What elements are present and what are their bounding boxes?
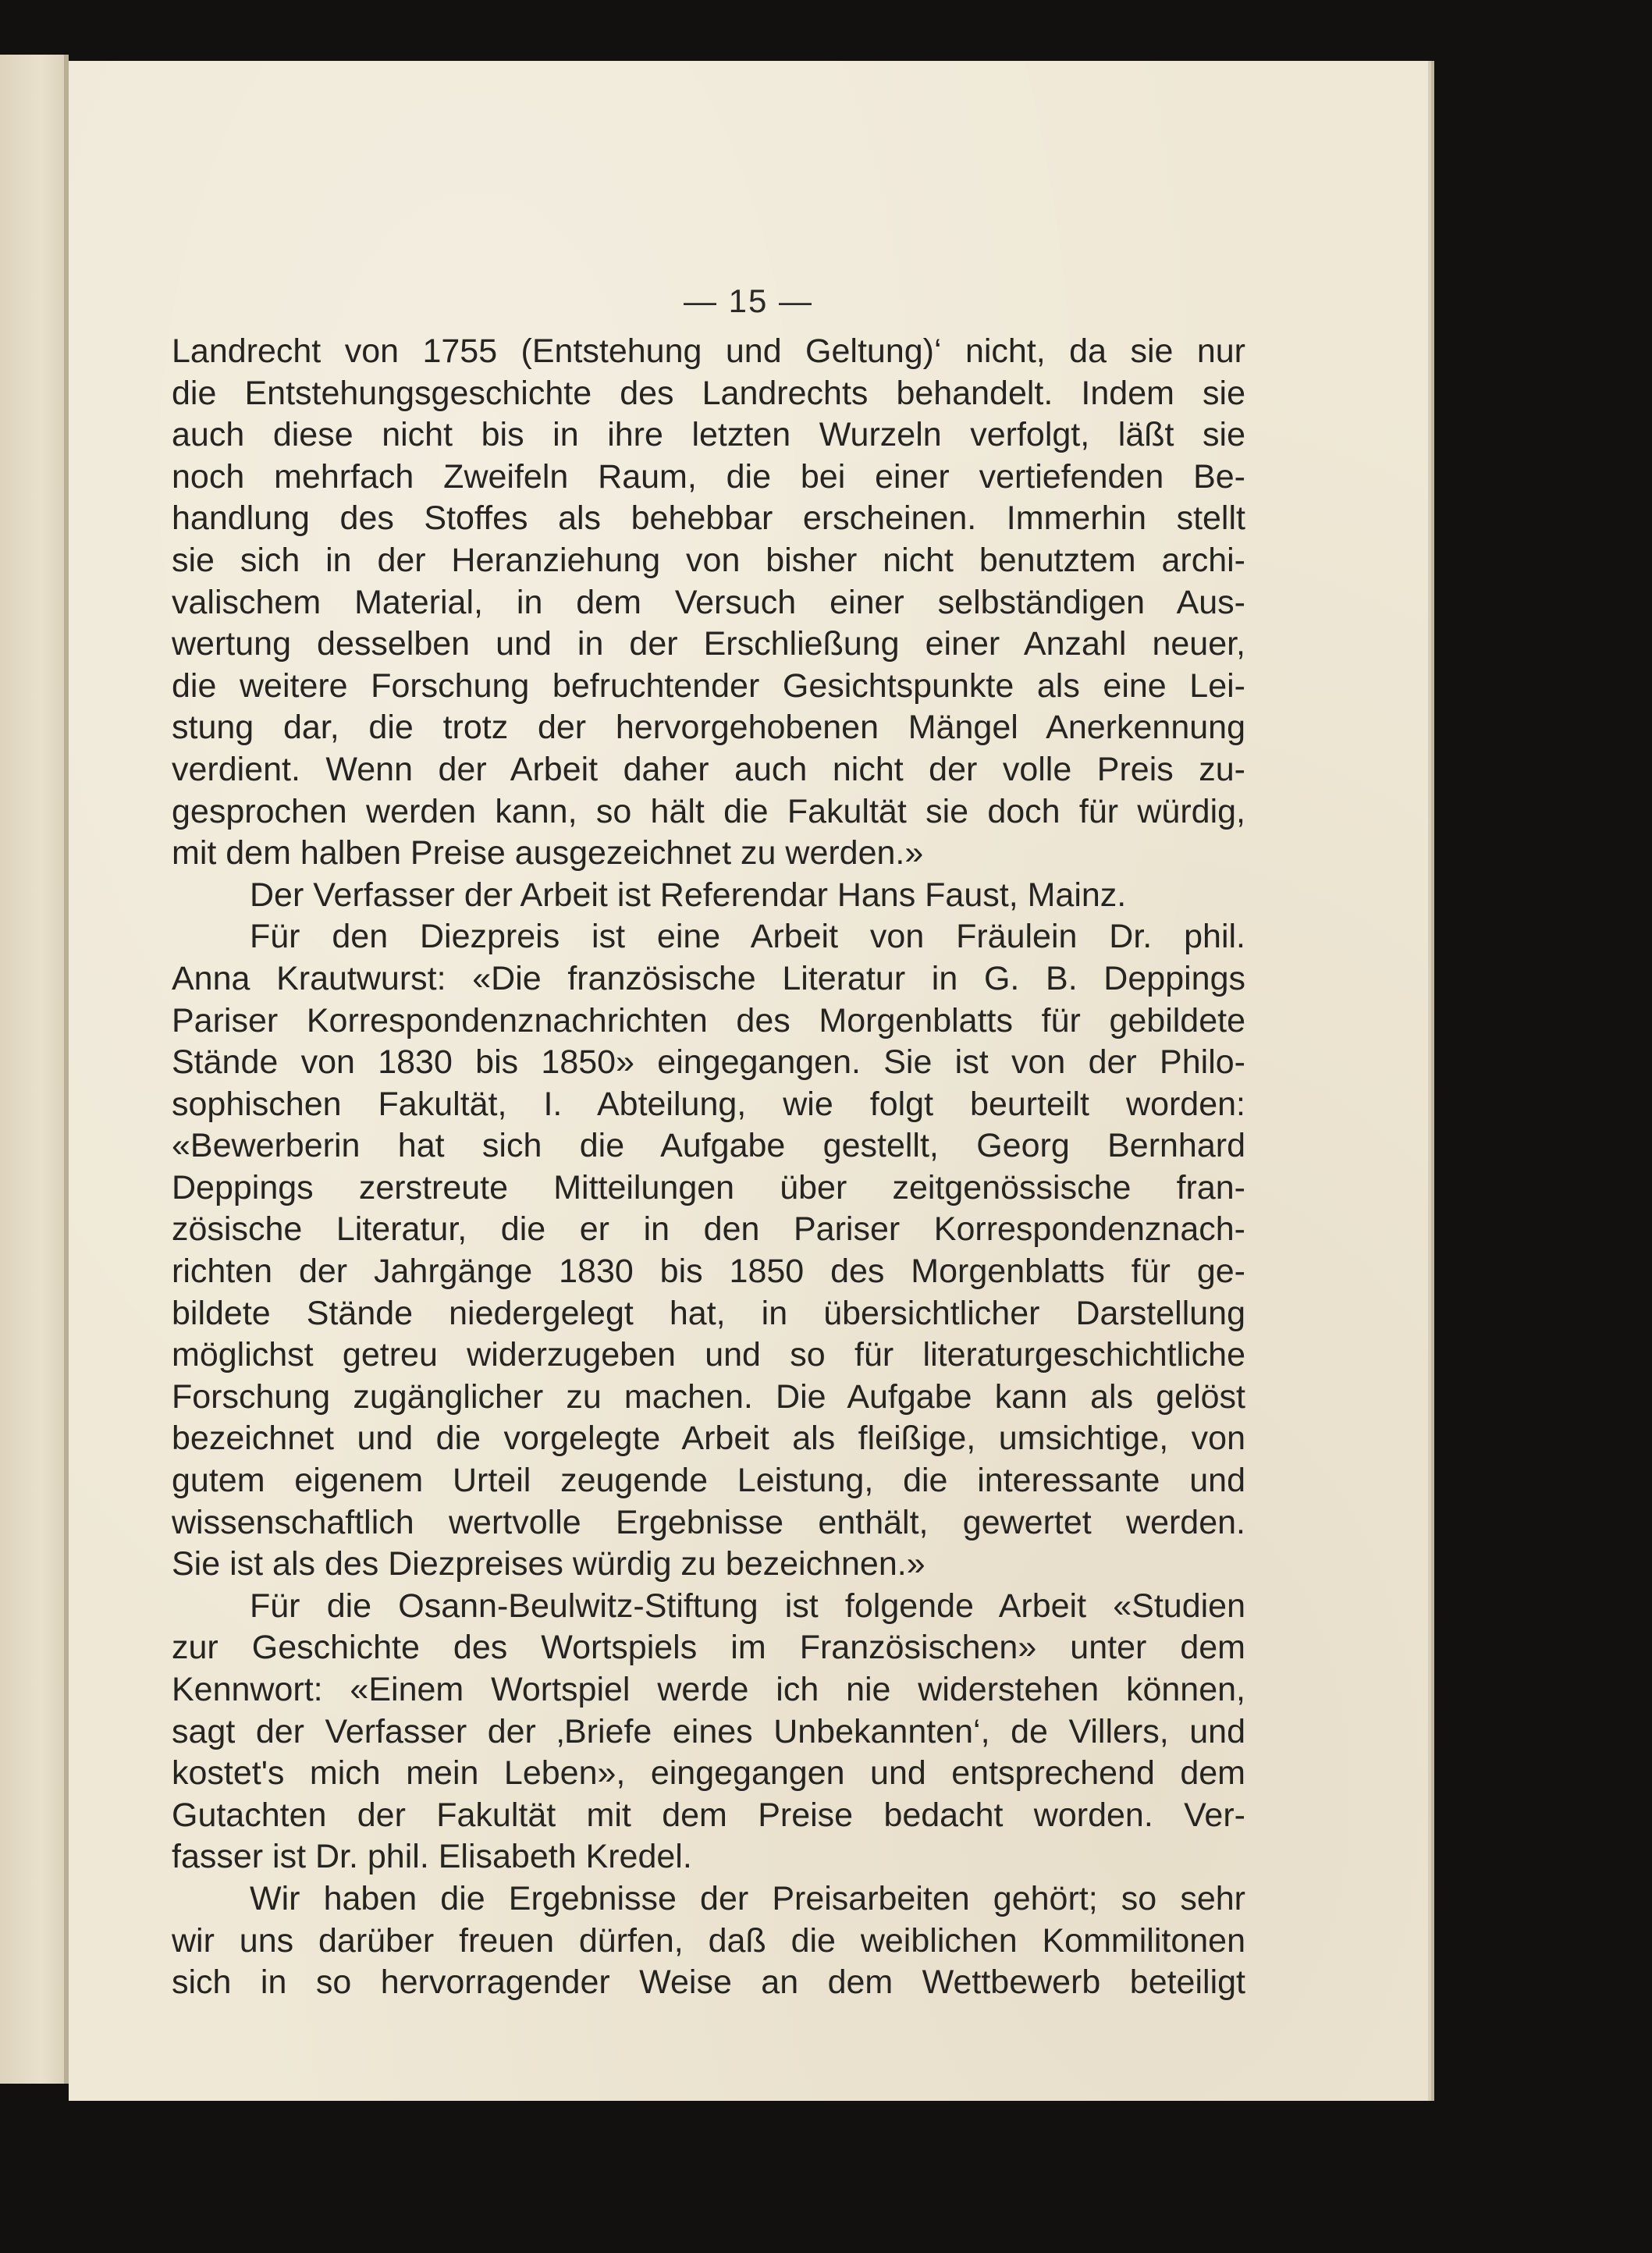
text-line: richten der Jahrgänge 1830 bis 1850 des Morgenblatts für ge- xyxy=(172,1253,1245,1291)
text-line: bildete Stände niedergelegt hat, in übersichtlicher Darstellung xyxy=(172,1294,1245,1332)
text-line: auch diese nicht bis in ihre letzten Wurzeln verfolgt, läßt sie xyxy=(172,416,1245,454)
text-line: verdient. Wenn der Arbeit daher auch nicht der volle Preis zu- xyxy=(172,750,1245,788)
text-line: Pariser Korrespondenznachrichten des Morgenblatts für gebildete xyxy=(172,1001,1245,1039)
text-line: Der Verfasser der Arbeit ist Referendar Hans Faust, Mainz. xyxy=(250,876,1127,914)
text-line: zösische Literatur, die er in den Pariser Korrespondenznach- xyxy=(172,1210,1245,1249)
text-line: kostet's mich mein Leben», eingegangen und entsprechend dem xyxy=(172,1754,1245,1793)
paragraph xyxy=(172,1878,1245,2004)
paragraph xyxy=(172,875,1245,917)
text-line: wir uns darüber freuen dürfen, daß die weiblichen Kommilitonen xyxy=(172,1921,1245,1960)
text-line: Anna Krautwurst: «Die französische Literatur in G. B. Deppings xyxy=(172,959,1245,997)
book-page xyxy=(69,61,1428,2101)
text-line: Für den Diezpreis ist eine Arbeit von Fräulein Dr. phil. xyxy=(250,918,1245,956)
text-line: sich in so hervorragender Weise an dem Wettbewerb beteiligt xyxy=(172,1963,1245,2002)
text-line: Für die Osann-Beulwitz-Stiftung ist folgende Arbeit «Studien xyxy=(250,1587,1245,1625)
text-line: mit dem halben Preise ausgezeichnet zu werden.» xyxy=(172,834,924,872)
text-line: wertung desselben und in der Erschließung einer Anzahl neuer, xyxy=(172,625,1245,663)
text-line: fasser ist Dr. phil. Elisabeth Kredel. xyxy=(172,1838,692,1876)
text-line: Deppings zerstreute Mitteilungen über zeitgenössische fran- xyxy=(172,1168,1245,1206)
text-line: Stände von 1830 bis 1850» eingegangen. Sie ist von der Philo- xyxy=(172,1043,1245,1082)
text-line: handlung des Stoffes als behebbar erscheinen. Immerhin stellt xyxy=(172,499,1245,538)
text-line: sagt der Verfasser der ‚Briefe eines Unbekannten‘, de Villers, und xyxy=(172,1712,1245,1750)
text-line: gutem eigenem Urteil zeugende Leistung, die interessante und xyxy=(172,1462,1245,1500)
text-line: sophischen Fakultät, I. Abteilung, wie folgt beurteilt worden: xyxy=(172,1085,1245,1123)
text-line: Sie ist als des Diezpreises würdig zu bezeichnen.» xyxy=(172,1545,925,1583)
text-line: die weitere Forschung befruchtender Gesichtspunkte als eine Lei- xyxy=(172,666,1245,705)
text-line: bezeichnet und die vorgelegte Arbeit als fleißige, umsichtige, von xyxy=(172,1420,1245,1458)
text-line: Forschung zugänglicher zu machen. Die Aufgabe kann als gelöst xyxy=(172,1377,1245,1416)
text-line: zur Geschichte des Wortspiels im Französischen» unter dem xyxy=(172,1629,1245,1667)
text-line: die Entstehungsgeschichte des Landrechts behandelt. Indem sie xyxy=(172,374,1245,412)
text-line: sie sich in der Heranziehung von bisher nicht benutztem archi- xyxy=(172,541,1245,579)
text-line: Gutachten der Fakultät mit dem Preise bedacht worden. Ver- xyxy=(172,1796,1245,1834)
body-text xyxy=(172,331,1245,2004)
text-line: wissenschaftlich wertvolle Ergebnisse enthält, gewertet werden. xyxy=(172,1503,1245,1541)
paragraph xyxy=(172,1586,1245,1878)
page-number: — 15 — xyxy=(683,283,814,319)
paragraph xyxy=(172,331,1245,875)
text-line: möglichst getreu widerzugeben und so für literaturgeschichtliche xyxy=(172,1336,1245,1374)
text-line: valischem Material, in dem Versuch einer selbständigen Aus- xyxy=(172,583,1245,621)
text-line: Kennwort: «Einem Wortspiel werde ich nie widerstehen können, xyxy=(172,1671,1245,1708)
text-line: «Bewerberin hat sich die Aufgabe gestellt, Georg Bernhard xyxy=(172,1127,1245,1165)
text-line: gesprochen werden kann, so hält die Fakultät sie doch für würdig, xyxy=(172,792,1245,830)
text-line: Landrecht von 1755 (Entstehung und Geltung)‘ nicht, da sie nur xyxy=(172,332,1245,370)
text-line: noch mehrfach Zweifeln Raum, die bei einer vertiefenden Be- xyxy=(172,457,1245,496)
text-line: Wir haben die Ergebnisse der Preisarbeiten gehört; so sehr xyxy=(250,1879,1245,1917)
text-line: stung dar, die trotz der hervorgehobenen Mängel Anerkennung xyxy=(172,709,1245,747)
facing-page-edge xyxy=(0,55,69,2084)
paragraph xyxy=(172,916,1245,1586)
